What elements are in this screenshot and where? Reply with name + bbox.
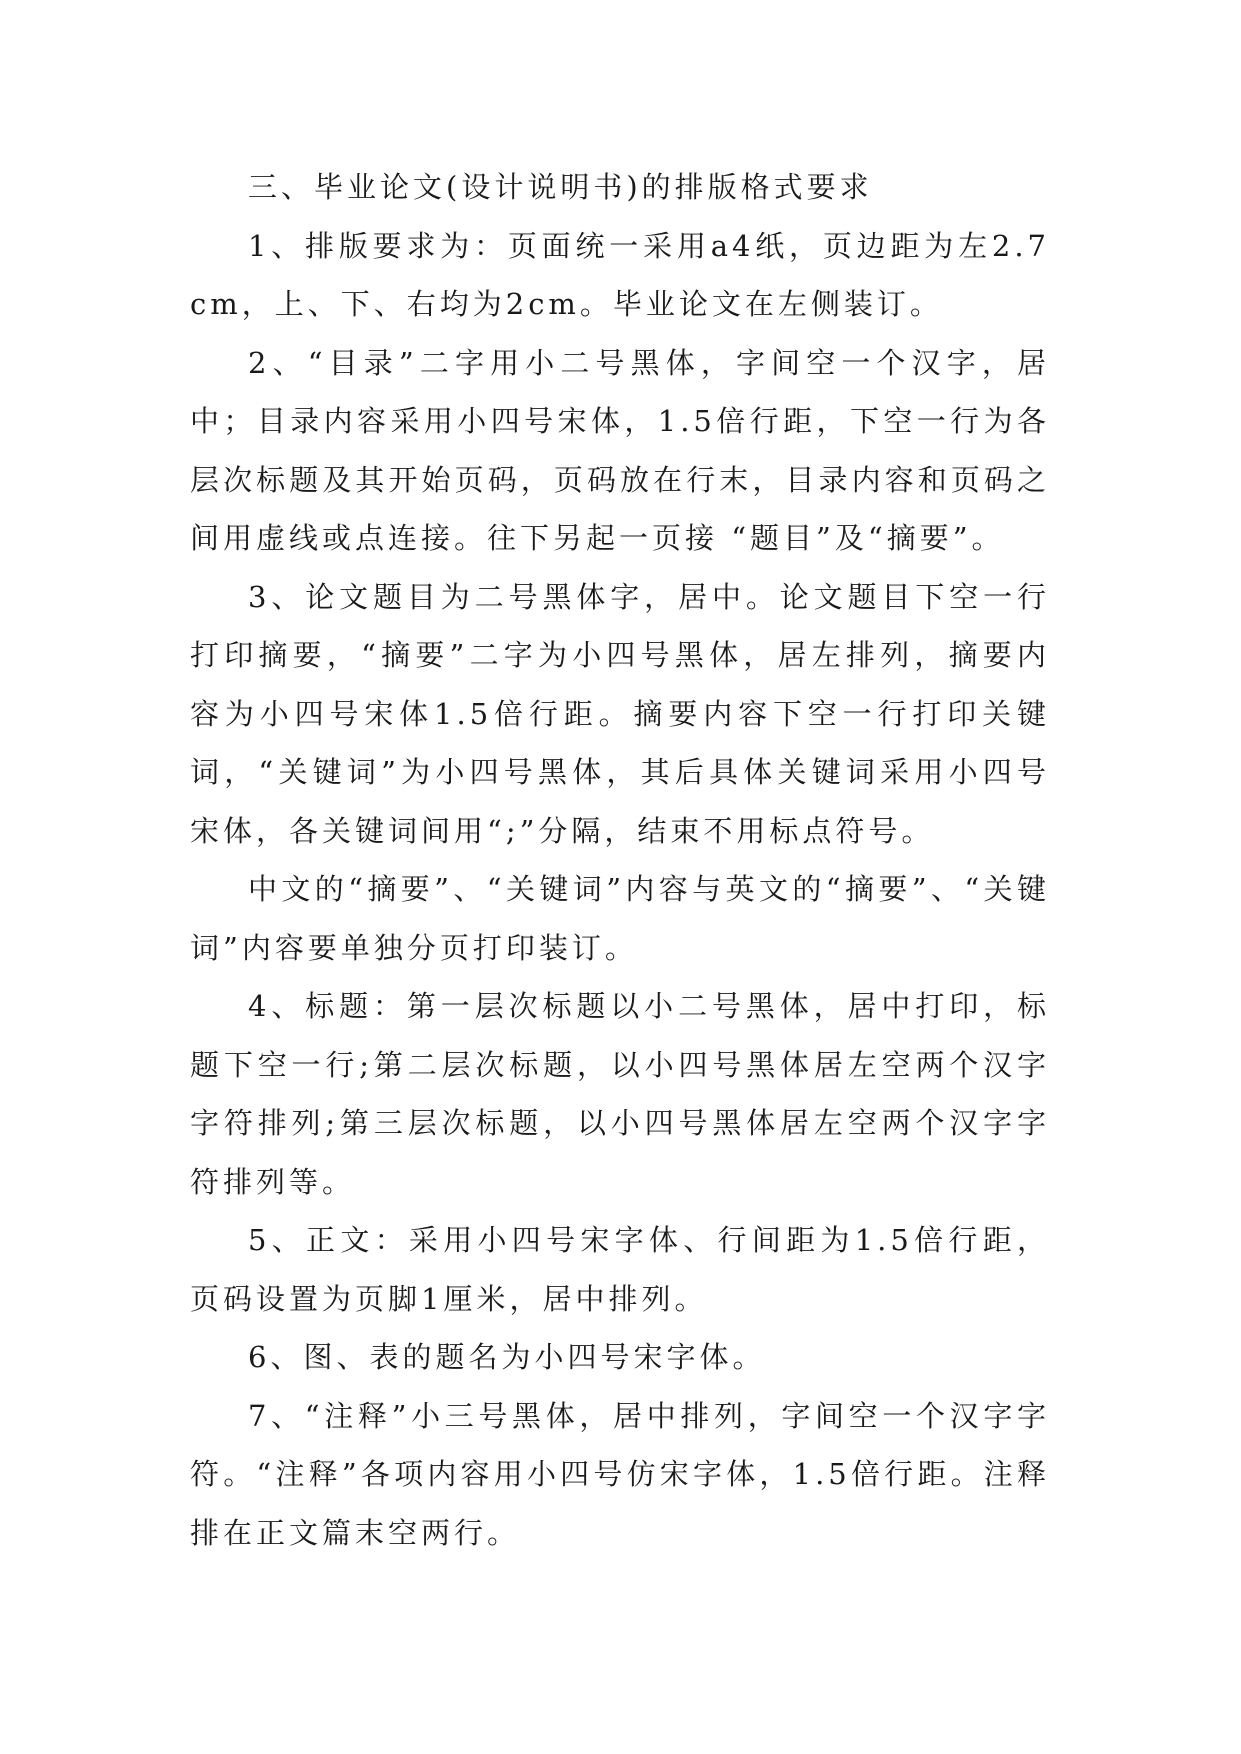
paragraph-headings: 4、标题：第一层次标题以小二号黑体，居中打印，标题下空一行;第二层次标题，以小四号黑体居左空两个汉字字符排列;第三层次标题，以小四号黑体居左空两个汉字字符排列等。 — [190, 989, 1050, 1199]
paragraph-notes: 7、“注释”小三号黑体，居中排列，字间空一个汉字字符。“注释”各项内容用小四号仿宋字体，1.5倍行距。注释排在正文篇末空两行。 — [190, 1398, 1050, 1550]
paragraph-figures-tables: 6、图、表的题名为小四号宋字体。 — [248, 1340, 766, 1374]
paragraph-body-text: 5、正文：采用小四号宋字体、行间距为1.5倍行距，页码设置为页脚1厘米，居中排列。 — [190, 1223, 1050, 1316]
document-body — [190, 158, 1050, 1562]
paragraph-layout: 1、排版要求为：页面统一采用a4纸，页边距为左2.7cm，上、下、右均为2cm。毕业论文在左侧装订。 — [190, 228, 1050, 321]
paragraph-toc: 2、“目录”二字用小二号黑体，字间空一个汉字，居中；目录内容采用小四号宋体，1.5倍行距，下空一行为各层次标题及其开始页码，页码放在行末，目录内容和页码之间用虚线或点连接。往下另起一页接 “题目”及“摘要”。 — [190, 345, 1050, 555]
paragraph-title-abstract: 3、论文题目为二号黑体字，居中。论文题目下空一行打印摘要，“摘要”二字为小四号黑体，居左排列，摘要内容为小四号宋体1.5倍行距。摘要内容下空一行打印关键词，“关键词”为小四号黑体，其后具体关键词采用小四号宋体，各关键词间用“;”分隔，结束不用标点符号。 — [190, 579, 1050, 848]
paragraph-separate-pages: 中文的“摘要”、“关键词”内容与英文的“摘要”、“关键词”内容要单独分页打印装订。 — [190, 872, 1050, 965]
section-heading: 三、毕业论文(设计说明书)的排版格式要求 — [248, 170, 873, 204]
